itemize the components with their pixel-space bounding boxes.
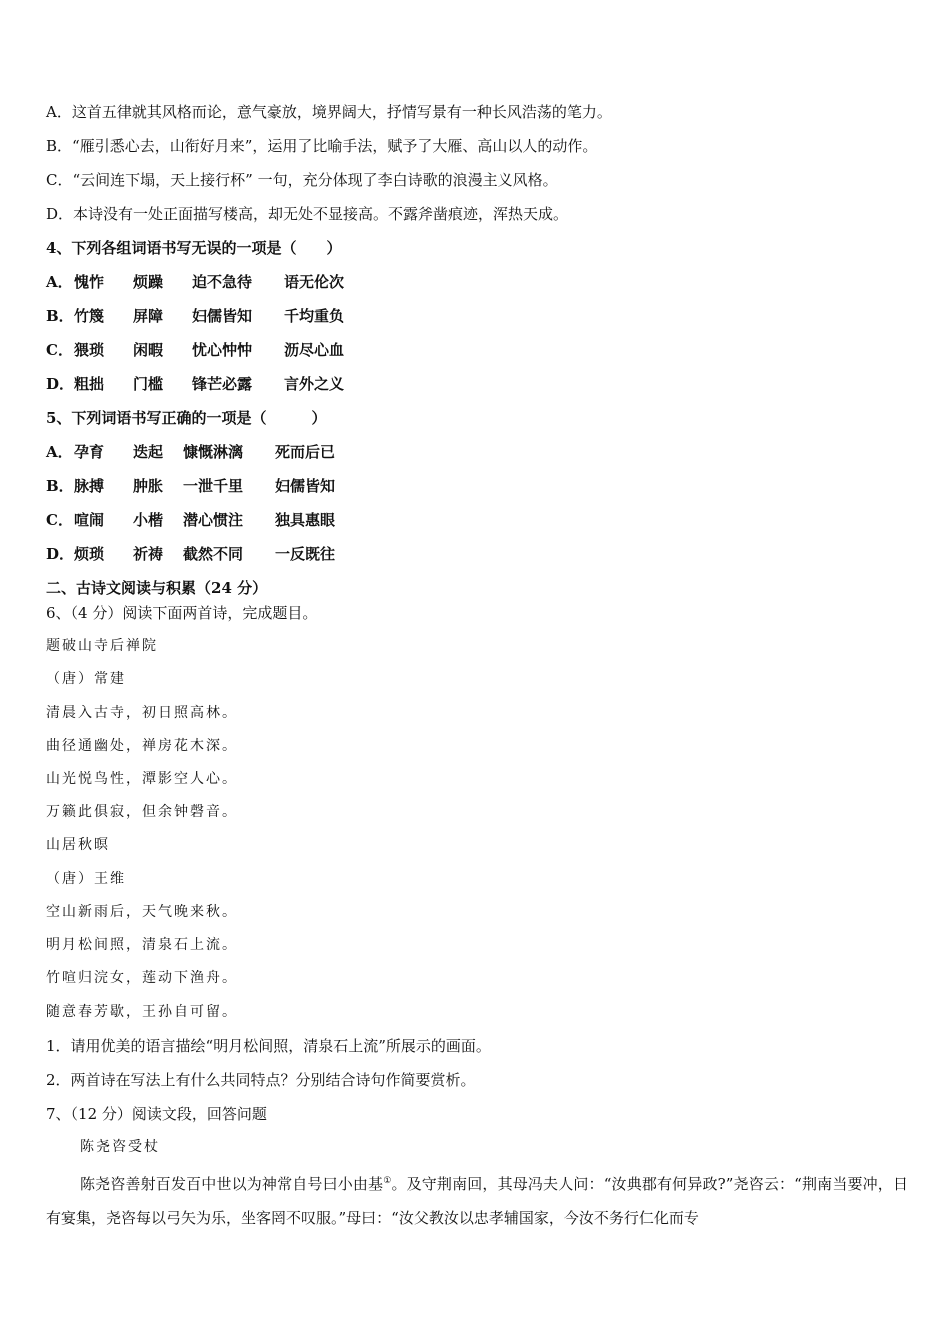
q3-option-a: A．这首五律就其风格而论，意气豪放，境界阔大，抒情写景有一种长风浩荡的笔力。 bbox=[46, 103, 612, 121]
q6-stem: 6、（4 分）阅读下面两首诗，完成题目。 bbox=[46, 604, 318, 622]
word: 妇儒皆知 bbox=[275, 477, 336, 495]
q5-stem: 5、下列词语书写正确的一项是（ ） bbox=[46, 409, 327, 427]
word: 慷慨淋漓 bbox=[183, 443, 244, 461]
option-label: A． bbox=[46, 443, 73, 461]
word: 烦琐 bbox=[74, 545, 105, 563]
passage-text: 陈尧咨善射百发百中世以为神常自号曰小由基 bbox=[80, 1175, 384, 1193]
word: 独具惠眼 bbox=[275, 511, 336, 529]
option-label: A． bbox=[46, 273, 73, 291]
passage-paragraph bbox=[46, 1164, 908, 1235]
poem2-title: 山居秋暝 bbox=[46, 837, 110, 853]
word: 锋芒必露 bbox=[192, 375, 253, 393]
poem1-line: 清晨入古寺，初日照高林。 bbox=[46, 705, 238, 721]
poem1-line: 万籁此俱寂，但余钟磬音。 bbox=[46, 804, 238, 820]
word: 小楷 bbox=[133, 511, 164, 529]
word: 脉搏 bbox=[74, 477, 105, 495]
word: 竹篾 bbox=[74, 307, 105, 325]
option-label: D． bbox=[46, 545, 75, 563]
word: 千均重负 bbox=[284, 307, 345, 325]
word: 粗拙 bbox=[74, 375, 105, 393]
q3-option-c: C．“云间连下塌，天上接行杯” 一句，充分体现了李白诗歌的浪漫主义风格。 bbox=[46, 171, 558, 189]
poem1-line: 山光悦鸟性，潭影空人心。 bbox=[46, 771, 238, 787]
word: 语无伦次 bbox=[284, 273, 345, 291]
word: 屏障 bbox=[133, 307, 164, 325]
option-label: B． bbox=[46, 477, 74, 495]
option-label: D． bbox=[46, 375, 75, 393]
word: 烦躁 bbox=[133, 273, 164, 291]
q4-stem: 4、下列各组词语书写无误的一项是（ ） bbox=[46, 239, 342, 257]
word: 言外之义 bbox=[284, 375, 345, 393]
word: 妇儒皆知 bbox=[192, 307, 253, 325]
poem1-title: 题破山寺后禅院 bbox=[46, 638, 158, 654]
poem1-line: 曲径通幽处，禅房花木深。 bbox=[46, 738, 238, 754]
option-label: B． bbox=[46, 307, 74, 325]
word: 闲暇 bbox=[133, 341, 164, 359]
word: 孕育 bbox=[74, 443, 105, 461]
word: 截然不同 bbox=[183, 545, 244, 563]
poem1-author: （唐）常建 bbox=[46, 671, 126, 687]
word: 门槛 bbox=[133, 375, 164, 393]
word: 死而后已 bbox=[275, 443, 336, 461]
word: 愧怍 bbox=[74, 273, 105, 291]
poem2-line: 随意春芳歇，王孙自可留。 bbox=[46, 1004, 238, 1020]
q3-option-b: B．“雁引悉心去，山衔好月来”，运用了比喻手法，赋予了大雁、高山以人的动作。 bbox=[46, 137, 598, 155]
word: 迫不急待 bbox=[192, 273, 253, 291]
q6-subquestion-2: 2．两首诗在写法上有什么共同特点？分别结合诗句作简要赏析。 bbox=[46, 1071, 476, 1089]
word: 忧心忡忡 bbox=[192, 341, 253, 359]
word: 猥琐 bbox=[74, 341, 105, 359]
word: 一泄千里 bbox=[183, 477, 244, 495]
section-heading: 二、古诗文阅读与积累（24 分） bbox=[46, 579, 268, 597]
word: 祈祷 bbox=[133, 545, 164, 563]
poem2-line: 空山新雨后，天气晚来秋。 bbox=[46, 904, 238, 920]
word: 喧闹 bbox=[74, 511, 105, 529]
word: 潜心惯注 bbox=[183, 511, 244, 529]
word: 迭起 bbox=[133, 443, 164, 461]
passage-text: 。及守荆南回，其母冯夫人问：“汝典郡有何异政?”尧咨云：“荆南当要冲，日有宴集，尧咨每以弓矢为乐，坐客罔不叹服。”母曰：“汝父教汝以忠孝辅国家，今汝不务行仁化而专 bbox=[46, 1175, 908, 1227]
q3-option-d: D．本诗没有一处正面描写楼高，却无处不显接高。不露斧凿痕迹，浑热天成。 bbox=[46, 205, 569, 223]
q6-subquestion-1: 1．请用优美的语言描绘“明月松间照，清泉石上流”所展示的画面。 bbox=[46, 1037, 491, 1055]
poem2-line: 明月松间照，清泉石上流。 bbox=[46, 937, 238, 953]
q7-stem: 7、（12 分）阅读文段，回答问题 bbox=[46, 1105, 267, 1123]
poem2-author: （唐）王维 bbox=[46, 871, 126, 887]
poem2-line: 竹喧归浣女，莲动下渔舟。 bbox=[46, 970, 238, 986]
option-label: C． bbox=[46, 341, 73, 359]
passage-title: 陈尧咨受杖 bbox=[80, 1139, 160, 1155]
option-label: C． bbox=[46, 511, 73, 529]
word: 沥尽心血 bbox=[284, 341, 345, 359]
word: 肿胀 bbox=[133, 477, 164, 495]
word: 一反既往 bbox=[275, 545, 336, 563]
footnote-mark[interactable]: ① bbox=[383, 1176, 392, 1186]
